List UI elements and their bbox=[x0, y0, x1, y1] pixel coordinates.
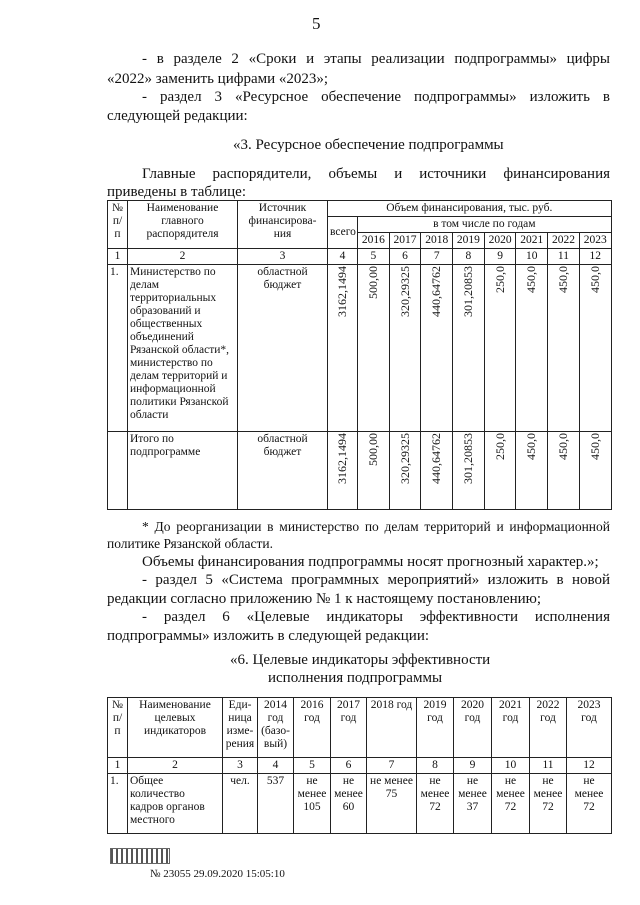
table-cell bbox=[331, 774, 367, 834]
table-cell bbox=[294, 698, 331, 758]
paragraph: - раздел 6 «Целевые индикаторы эффективности исполнения bbox=[142, 609, 610, 625]
table-cell bbox=[223, 774, 258, 834]
table-cell bbox=[417, 698, 454, 758]
table-cell bbox=[567, 774, 612, 834]
table-cell bbox=[484, 233, 516, 249]
table-cell bbox=[128, 758, 223, 774]
table-cell bbox=[453, 249, 485, 265]
table-cell bbox=[530, 758, 567, 774]
table-cell bbox=[128, 265, 238, 432]
table-cell bbox=[421, 233, 453, 249]
table-cell bbox=[421, 432, 453, 510]
table-cell bbox=[258, 698, 294, 758]
table-cell bbox=[258, 758, 294, 774]
table-cell bbox=[548, 265, 580, 432]
table-cell bbox=[548, 233, 580, 249]
cell-text: 11 bbox=[542, 759, 554, 771]
cell-text: 2021 bbox=[520, 234, 544, 246]
paragraph: - раздел 5 «Система программных мероприятий» изложить в новой bbox=[142, 572, 610, 588]
cell-text: 9 bbox=[497, 250, 503, 262]
header-cell: в том числе по годам bbox=[358, 217, 612, 233]
table-row bbox=[108, 265, 612, 432]
cell-text: 6 bbox=[402, 250, 408, 262]
table-cell bbox=[223, 758, 258, 774]
cell-text: 11 bbox=[557, 250, 569, 262]
cell-text: 9 bbox=[469, 759, 476, 771]
table-cell bbox=[453, 265, 485, 432]
paragraph: «2022» заменить цифрами «2023»; bbox=[107, 71, 329, 87]
table-cell bbox=[567, 758, 612, 774]
cell-text: 3 bbox=[279, 250, 286, 262]
table-cell bbox=[453, 432, 485, 510]
cell-text: 3 bbox=[237, 759, 243, 771]
cell-text: 450,0 bbox=[555, 266, 570, 293]
table-cell bbox=[417, 758, 454, 774]
cell-text: 5 bbox=[370, 250, 377, 262]
cell-text: 2019 bbox=[456, 234, 480, 246]
cell-text: 450,0 bbox=[524, 433, 539, 460]
table-cell bbox=[567, 698, 612, 758]
table-cell bbox=[454, 758, 492, 774]
cell-text: 3162,1494 bbox=[335, 266, 349, 317]
table-cell bbox=[453, 233, 485, 249]
cell-text: не менее 72 bbox=[574, 775, 604, 813]
table-cell bbox=[579, 249, 611, 265]
cell-text: Еди-ница изме-рения bbox=[225, 699, 255, 750]
cell-text: не менее 105 bbox=[297, 775, 327, 813]
cell-text: не менее 37 bbox=[458, 775, 487, 813]
paragraph: следующей редакции: bbox=[107, 108, 248, 124]
paragraph: редакции согласно приложению № 1 к настоящему постановлению; bbox=[107, 591, 542, 607]
table-cell bbox=[367, 758, 417, 774]
table-cell bbox=[389, 432, 421, 510]
cell-text: 2021 год bbox=[499, 699, 522, 724]
paragraph: приведены в таблице: bbox=[107, 184, 247, 200]
cell-text: 450,0 bbox=[524, 266, 539, 293]
table-cell bbox=[492, 698, 530, 758]
cell-text: 8 bbox=[465, 250, 472, 262]
section-title: исполнения подпрограммы bbox=[268, 670, 443, 686]
cell-text: 320,29325 bbox=[397, 266, 412, 317]
cell-text: 2022 bbox=[551, 234, 575, 246]
paragraph: - в разделе 2 «Сроки и этапы реализации подпрограммы» цифры bbox=[142, 51, 610, 67]
header-cell: Источник финансирова-ния bbox=[238, 201, 328, 249]
cell-text: 2017 год bbox=[337, 699, 360, 724]
cell-text: 12 bbox=[583, 759, 595, 771]
table-cell bbox=[484, 432, 516, 510]
cell-text: областной бюджет bbox=[257, 433, 308, 458]
table-cell bbox=[516, 265, 548, 432]
table-cell bbox=[238, 265, 328, 432]
cell-text: 1. bbox=[110, 266, 119, 278]
table-cell bbox=[223, 698, 258, 758]
cell-text: 4 bbox=[272, 759, 279, 771]
table-cell bbox=[294, 758, 331, 774]
table-cell bbox=[389, 233, 421, 249]
cell-text: 2016 bbox=[361, 234, 385, 246]
table-cell bbox=[516, 249, 548, 265]
cell-text: областной бюджет bbox=[257, 266, 308, 291]
table-cell bbox=[108, 432, 128, 510]
table-cell bbox=[454, 698, 492, 758]
table-cell bbox=[579, 432, 611, 510]
table-cell bbox=[548, 249, 580, 265]
cell-text: 10 bbox=[504, 759, 517, 771]
cell-text: не менее 72 bbox=[533, 775, 563, 813]
table-cell bbox=[492, 774, 530, 834]
cell-text: 500,00 bbox=[365, 266, 380, 299]
table-cell bbox=[579, 233, 611, 249]
cell-text: 8 bbox=[432, 759, 438, 771]
indicators-table bbox=[107, 697, 612, 834]
cell-text: 3162,1494 bbox=[335, 433, 349, 484]
cell-text: 2014 год (базо-вый) bbox=[261, 699, 290, 750]
table-cell bbox=[358, 233, 390, 249]
cell-text: 301,20853 bbox=[460, 266, 475, 317]
table-cell bbox=[128, 774, 223, 834]
table-cell bbox=[108, 758, 128, 774]
header-cell: Наименование главного распорядителя bbox=[128, 201, 238, 249]
paragraph: подпрограммы» изложить в следующей редакции: bbox=[107, 628, 430, 644]
cell-text: 2018 bbox=[425, 234, 449, 246]
table-cell bbox=[389, 249, 421, 265]
cell-text: 2020 год bbox=[461, 699, 484, 724]
section-title: «6. Целевые индикаторы эффективности bbox=[230, 652, 491, 668]
header-cell: Объем финансирования, тыс. руб. bbox=[328, 201, 612, 217]
cell-text: 450,0 bbox=[587, 433, 602, 460]
cell-text: 7 bbox=[433, 250, 440, 262]
table-cell bbox=[108, 774, 128, 834]
table-row bbox=[108, 432, 612, 510]
table-cell bbox=[358, 432, 390, 510]
table-cell bbox=[331, 758, 367, 774]
cell-text: 1. bbox=[110, 775, 119, 787]
table-cell bbox=[328, 249, 358, 265]
table-cell bbox=[530, 774, 567, 834]
header-cell: всего bbox=[328, 217, 358, 249]
table-cell bbox=[128, 249, 238, 265]
table-cell bbox=[516, 432, 548, 510]
cell-text: 500,00 bbox=[365, 433, 380, 466]
table-cell bbox=[484, 265, 516, 432]
cell-text: 2019 год bbox=[423, 699, 447, 724]
table-cell bbox=[331, 698, 367, 758]
cell-text: 2020 bbox=[488, 234, 512, 246]
cell-text: 1 bbox=[114, 759, 121, 771]
cell-text: 537 bbox=[266, 775, 285, 787]
cell-text: чел. bbox=[230, 775, 250, 787]
table-cell bbox=[128, 432, 238, 510]
table-cell bbox=[389, 265, 421, 432]
table-cell bbox=[530, 698, 567, 758]
table-cell bbox=[548, 432, 580, 510]
cell-text: 2 bbox=[179, 250, 186, 262]
table-cell bbox=[128, 698, 223, 758]
cell-text: Наименование целевых индикаторов bbox=[139, 699, 211, 737]
cell-text: 7 bbox=[388, 759, 395, 771]
cell-text: 5 bbox=[309, 759, 315, 771]
table-cell bbox=[358, 265, 390, 432]
table-cell bbox=[454, 774, 492, 834]
paragraph: - раздел 3 «Ресурсное обеспечение подпрограммы» изложить в bbox=[142, 89, 610, 105]
cell-text: 450,0 bbox=[555, 433, 570, 460]
cell-text: 250,0 bbox=[492, 433, 507, 460]
table-cell bbox=[238, 249, 328, 265]
cell-text: 320,29325 bbox=[397, 433, 412, 484]
cell-text: 450,0 bbox=[587, 266, 602, 293]
cell-text: Министерство по делам территориальных образований и общественных объединений Рязанской области*, министерство по делам территорий и информационной политики Рязанской области bbox=[130, 266, 230, 421]
cell-text: 2018 год bbox=[370, 699, 413, 711]
cell-text: 10 bbox=[526, 250, 538, 262]
paragraph: Объемы финансирования подпрограммы носят прогнозный характер.»; bbox=[142, 554, 599, 570]
cell-text: 6 bbox=[345, 759, 352, 771]
cell-text: не менее 75 bbox=[370, 775, 413, 800]
cell-text: 2022 год bbox=[536, 699, 560, 724]
cell-text: 1 bbox=[114, 250, 121, 262]
cell-text: 4 bbox=[339, 250, 346, 262]
footnote: политике Рязанской области. bbox=[107, 536, 273, 551]
header-cell: № п/п bbox=[108, 201, 128, 249]
table-cell bbox=[579, 265, 611, 432]
table-cell bbox=[492, 758, 530, 774]
table-cell bbox=[421, 249, 453, 265]
table-cell bbox=[238, 432, 328, 510]
cell-text: 2 bbox=[172, 759, 178, 771]
cell-text: не менее 72 bbox=[496, 775, 525, 813]
table-cell bbox=[484, 249, 516, 265]
funding-table bbox=[107, 200, 612, 510]
cell-text: 250,0 bbox=[492, 266, 507, 293]
table-cell bbox=[108, 249, 128, 265]
table-cell bbox=[108, 265, 128, 432]
section-title: «3. Ресурсное обеспечение подпрограммы bbox=[233, 137, 504, 153]
cell-text: не менее 72 bbox=[420, 775, 450, 813]
table-cell bbox=[108, 698, 128, 758]
cell-text: 2023 год bbox=[577, 699, 601, 724]
cell-text: 2017 bbox=[393, 234, 417, 246]
table-cell bbox=[258, 774, 294, 834]
cell-text: 2023 bbox=[583, 234, 607, 246]
cell-text: 440,64762 bbox=[429, 266, 444, 317]
table-cell bbox=[294, 774, 331, 834]
table-cell bbox=[328, 432, 358, 510]
cell-text: 2016 год bbox=[300, 699, 324, 724]
footnote: * До реорганизации в министерство по делам территорий и информационной bbox=[142, 519, 610, 534]
cell-text: 12 bbox=[589, 250, 601, 262]
table-cell bbox=[417, 774, 454, 834]
cell-text: Итого по подпрограмме bbox=[130, 433, 201, 458]
cell-text: № п/п bbox=[112, 699, 123, 737]
table-cell bbox=[516, 233, 548, 249]
table-cell bbox=[328, 265, 358, 432]
table-cell bbox=[421, 265, 453, 432]
page-number: 5 bbox=[312, 14, 321, 33]
registration-stamp: № 23055 29.09.2020 15:05:10 bbox=[150, 868, 285, 880]
paragraph: Главные распорядители, объемы и источники финансирования bbox=[142, 166, 610, 182]
cell-text: 440,64762 bbox=[429, 433, 444, 484]
table-cell bbox=[367, 774, 417, 834]
cell-text: 301,20853 bbox=[460, 433, 475, 484]
emblem-stamp-icon bbox=[110, 848, 170, 864]
cell-text: не менее 60 bbox=[334, 775, 363, 813]
table-cell bbox=[358, 249, 390, 265]
cell-text: Общее количество кадров органов местного bbox=[130, 775, 205, 826]
table-cell bbox=[367, 698, 417, 758]
